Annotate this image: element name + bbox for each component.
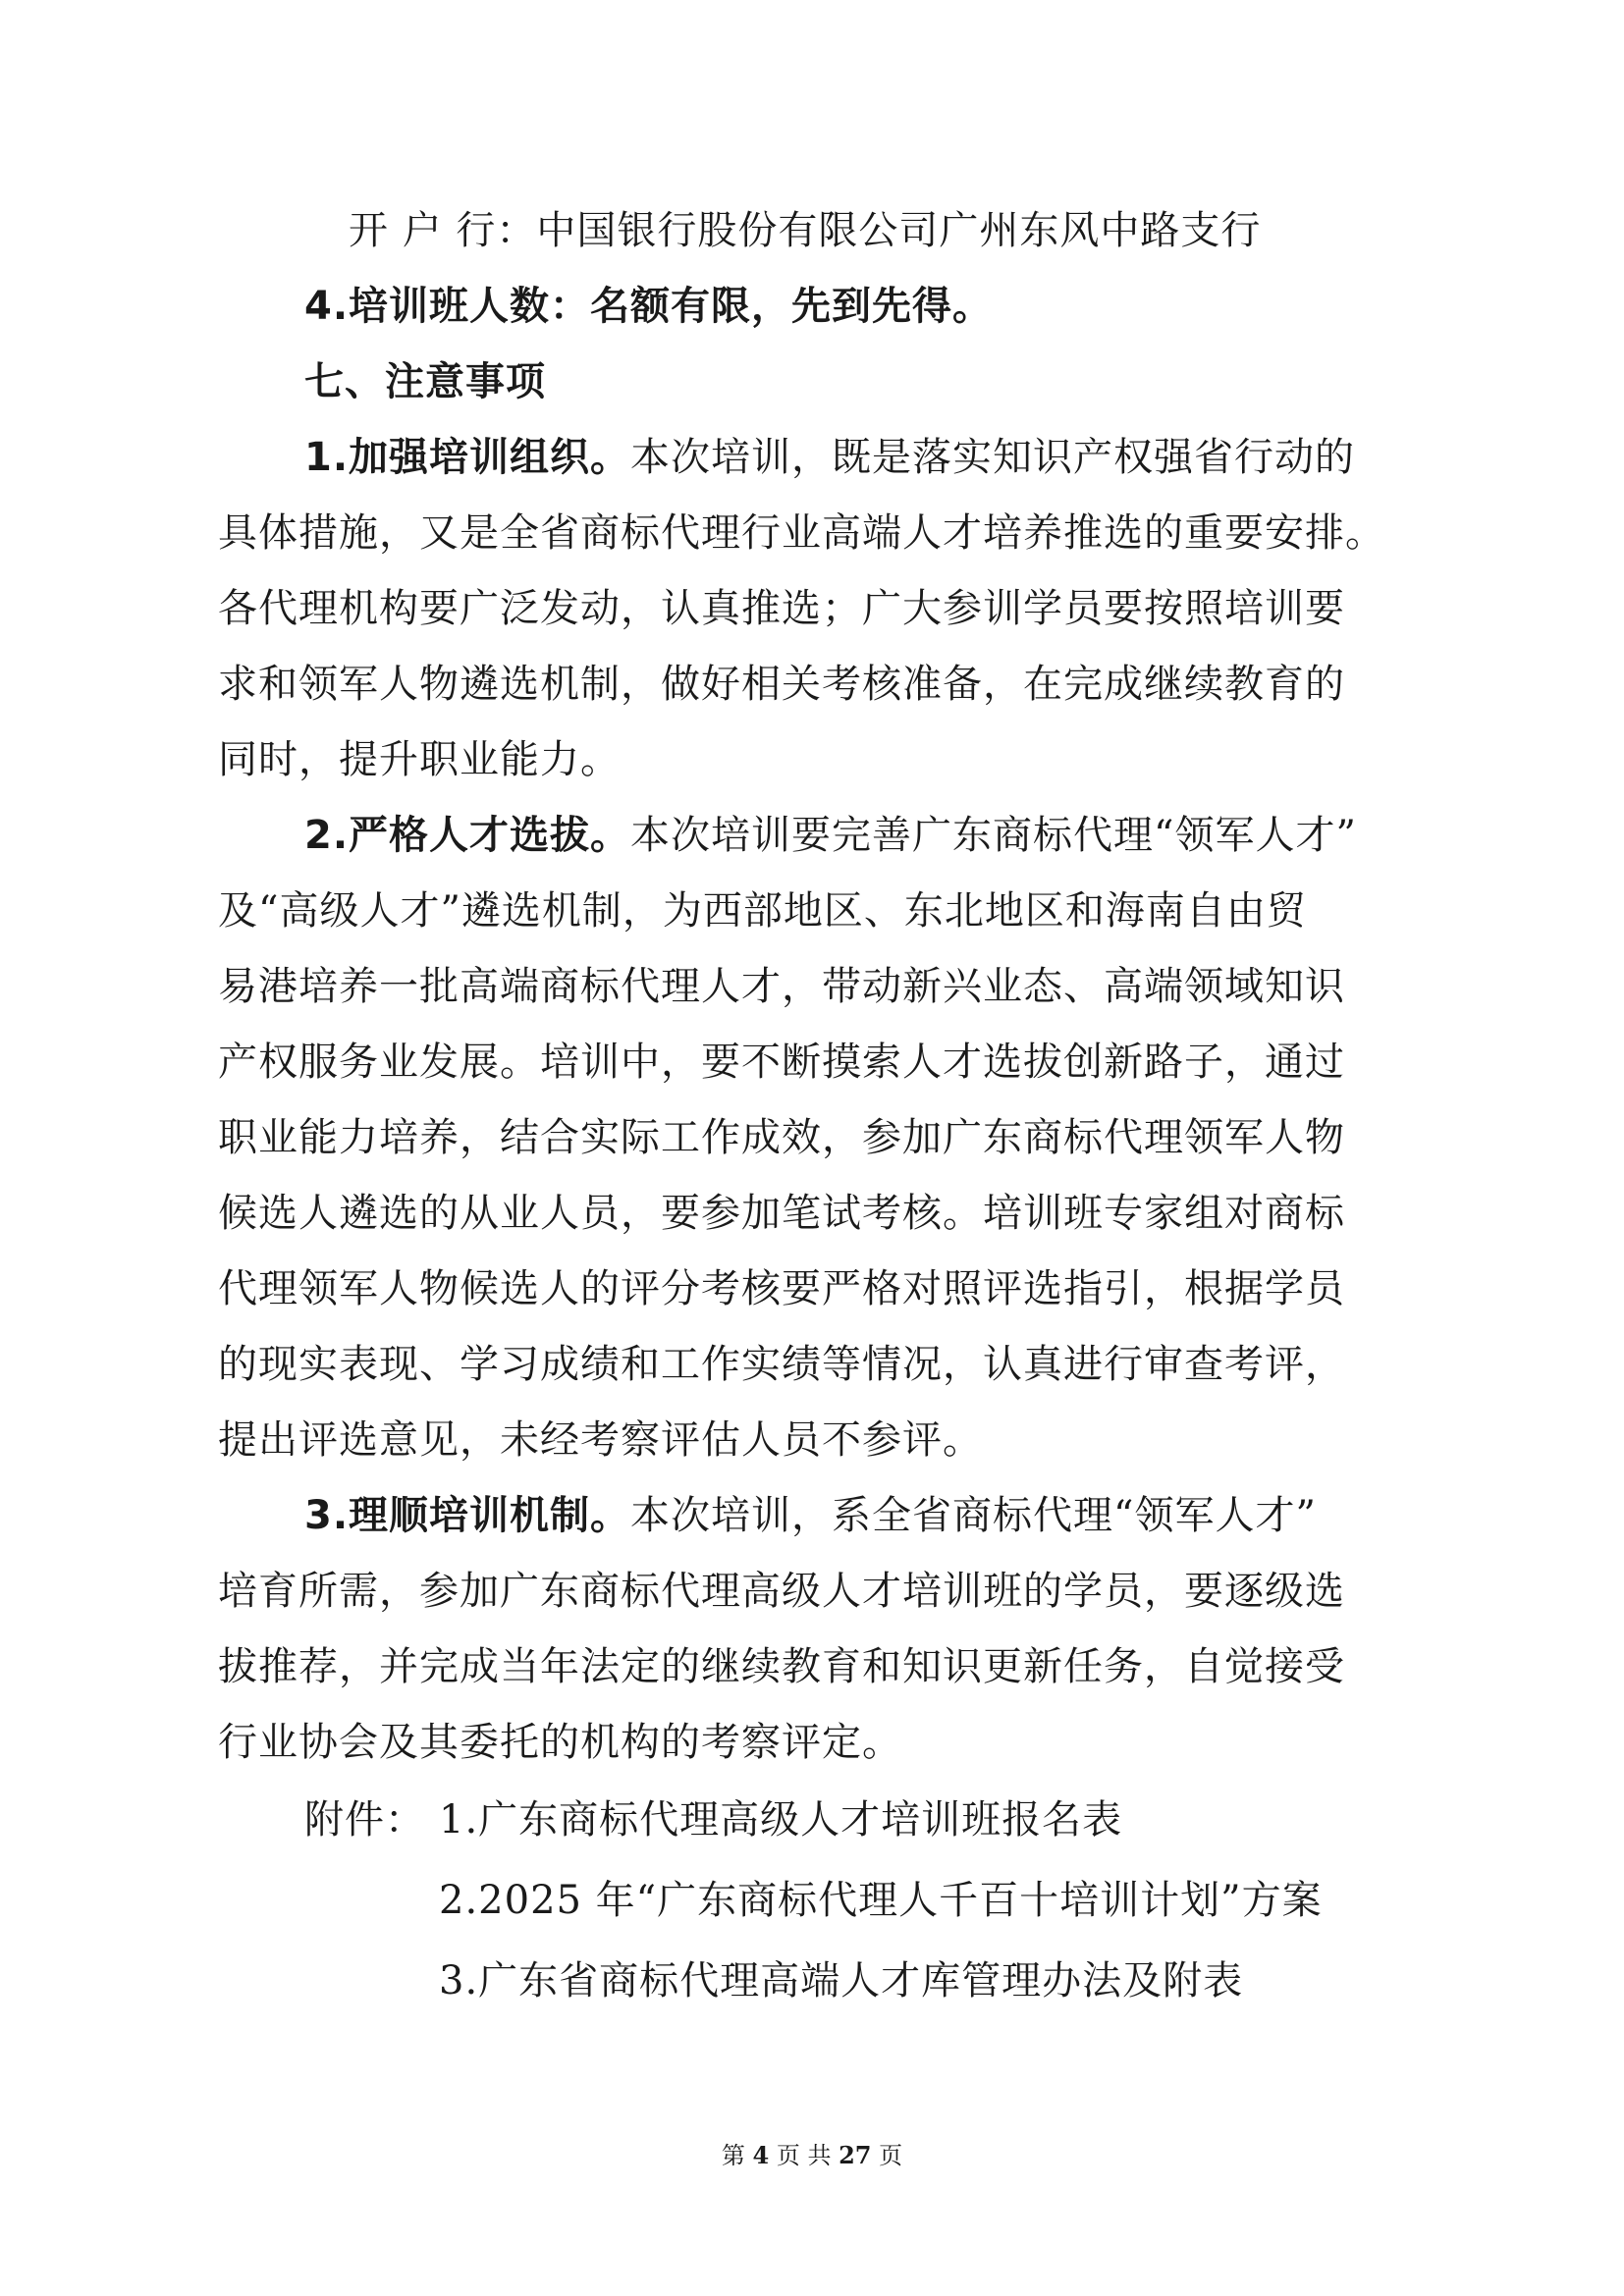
attachment-item-2: 2.2025 年“广东商标代理人千百十培训计划”方案 [439,1878,1323,1923]
item1-text: 本次培训，既是落实知识产权强省行动的 [630,435,1356,480]
footer-prefix: 第 [721,2142,745,2169]
item1-lead: 1.加强培训组织。 [304,435,631,480]
page-footer [0,2140,1624,2171]
item2-line2: 及“高级人才”遴选机制，为西部地区、东北地区和海南自由贸 [218,888,1307,934]
item1-line1 [304,430,1355,485]
section-heading-notes: 七、注意事项 [304,359,546,404]
item2-line4: 产权服务业发展。培训中，要不断摸索人才选拔创新路子，通过 [218,1040,1345,1085]
item3-line2: 培育所需，参加广东商标代理高级人才培训班的学员，要逐级选 [218,1569,1345,1614]
footer-total-pages: 27 [839,2141,872,2169]
item2-text: 本次培训要完善广东商标代理“领军人才” [630,813,1357,858]
attachment-item-3: 3.广东省商标代理高端人才库管理办法及附表 [439,1958,1244,2003]
item3-line3: 拔推荐，并完成当年法定的继续教育和知识更新任务，自觉接受 [218,1644,1345,1689]
footer-middle: 页 共 [776,2142,832,2169]
item3-line1 [304,1488,1317,1543]
attachments-label: 附件： [304,1797,425,1842]
item2-line5: 职业能力培养，结合实际工作成效，参加广东商标代理领军人物 [218,1115,1345,1160]
item2-line9: 提出评选意见，未经考察评估人员不参评。 [218,1417,983,1463]
item1-line5: 同时，提升职业能力。 [218,737,621,782]
item2-lead: 2.严格人才选拔。 [304,813,631,858]
item1-line3: 各代理机构要广泛发动，认真推选；广大参训学员要按照培训要 [218,586,1345,631]
bank-account-line: 开 户 行：中国银行股份有限公司广州东风中路支行 [349,208,1262,253]
item3-text: 本次培训，系全省商标代理“领军人才” [630,1493,1317,1538]
item2-line3: 易港培养一批高端商标代理人才，带动新兴业态、高端领域知识 [218,964,1345,1009]
footer-page-number: 4 [752,2141,770,2169]
item3-lead: 3.理顺培训机制。 [304,1493,631,1538]
class-size-line: 4.培训班人数：名额有限，先到先得。 [304,284,994,329]
item2-line6: 候选人遴选的从业人员，要参加笔试考核。培训班专家组对商标 [218,1191,1345,1236]
item1-line4: 求和领军人物遴选机制，做好相关考核准备，在完成继续教育的 [218,662,1345,707]
item2-line1 [304,808,1357,863]
footer-suffix: 页 [879,2142,903,2169]
item3-line4: 行业协会及其委托的机构的考察评定。 [218,1720,902,1765]
item1-line2: 具体措施，又是全省商标代理行业高端人才培养推选的重要安排。 [218,510,1385,556]
item2-line8: 的现实表现、学习成绩和工作实绩等情况，认真进行审查考评， [218,1342,1345,1387]
attachment-item-1: 1.广东商标代理高级人才培训班报名表 [439,1797,1123,1842]
item2-line7: 代理领军人物候选人的评分考核要严格对照评选指引，根据学员 [218,1266,1345,1311]
